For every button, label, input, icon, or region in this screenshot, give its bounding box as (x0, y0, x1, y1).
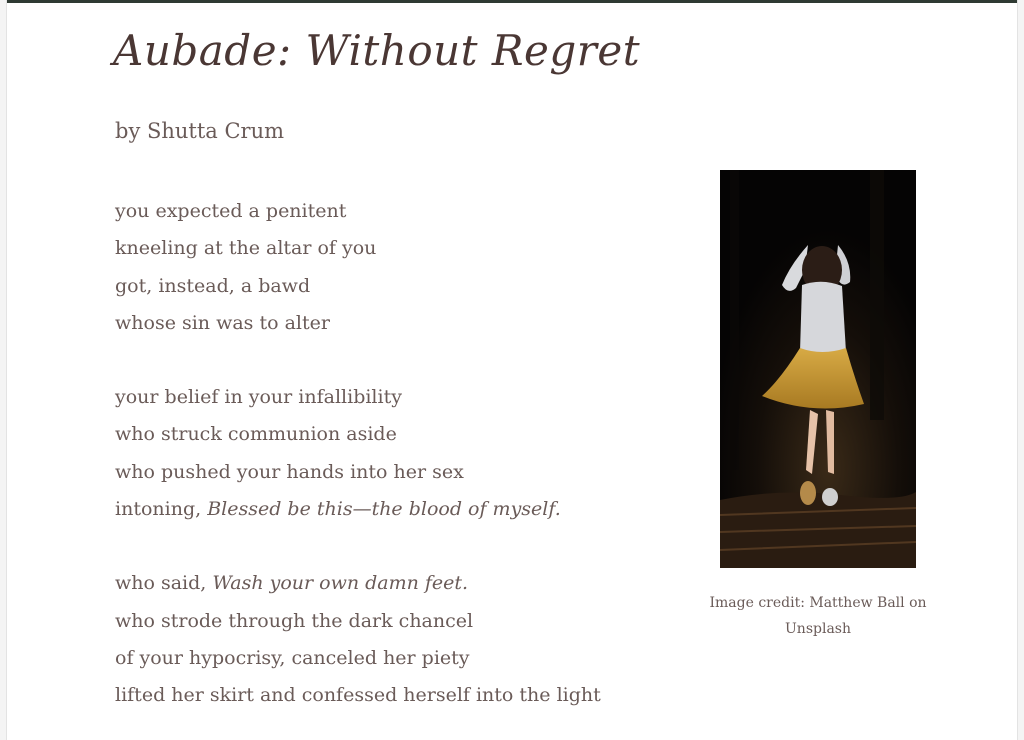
poem-line: lifted her skirt and confessed herself into the light (115, 684, 601, 707)
right-page-edge (1017, 0, 1024, 740)
dancing-girl-photo-illustration (720, 170, 916, 568)
stanza-1 (115, 196, 675, 345)
poem-photo (720, 170, 916, 568)
italic-phrase: Wash your own damn feet. (212, 572, 469, 595)
poem-body (115, 196, 675, 740)
window-top-border (0, 0, 1024, 3)
stanza-3 (115, 568, 675, 717)
right-sneaker (822, 488, 838, 506)
poem-line: whose sin was to alter (115, 311, 330, 334)
poem-line-with-italic (115, 568, 675, 605)
poem-line: you expected a penitent (115, 200, 347, 222)
poem-line: who struck communion aside (115, 423, 397, 446)
poem-line: who strode through the dark chancel (115, 609, 474, 632)
stanza-2 (115, 382, 675, 531)
poem-line: who pushed your hands into her sex (115, 460, 464, 483)
white-sweater (800, 282, 846, 355)
poem-line-with-italic (115, 494, 675, 531)
poem-line: your belief in your infallibility (115, 386, 402, 409)
poem-title: Aubade: Without Regret (113, 26, 641, 75)
poem-line: of your hypocrisy, canceled her piety (115, 646, 470, 669)
tree-trunk (870, 170, 884, 420)
left-page-edge (0, 0, 7, 740)
line-text: who said, (115, 572, 213, 595)
left-boot (800, 481, 816, 505)
line-text: intoning, (115, 498, 208, 521)
poem-byline: by Shutta Crum (115, 119, 285, 143)
poem-line: got, instead, a bawd (115, 274, 311, 297)
tree-trunk (730, 170, 739, 470)
image-credit-caption: Image credit: Matthew Ball on Unsplash (709, 595, 927, 637)
poem-line: kneeling at the altar of you (115, 237, 377, 260)
italic-phrase: Blessed be this—the blood of myself. (207, 498, 561, 521)
